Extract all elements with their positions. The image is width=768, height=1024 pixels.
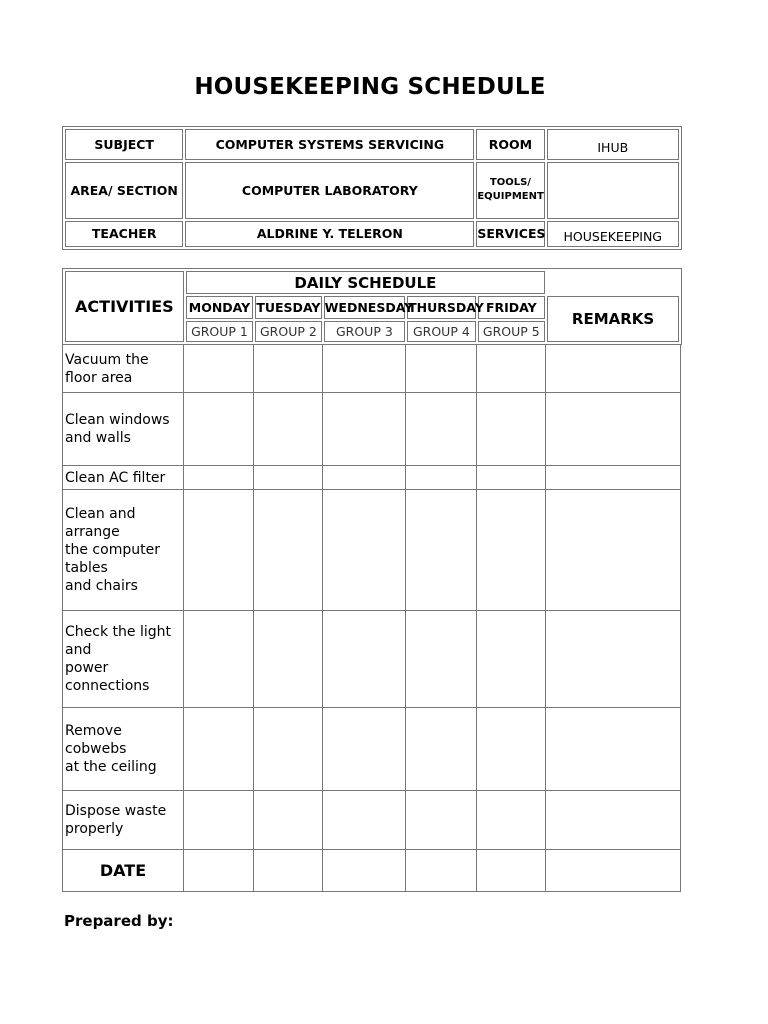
schedule-cell[interactable]: [477, 393, 546, 466]
schedule-cell[interactable]: [406, 611, 477, 708]
schedule-cell[interactable]: [184, 490, 254, 611]
services-label: SERVICES: [476, 221, 544, 247]
room-label: ROOM: [476, 129, 544, 160]
schedule-cell[interactable]: [184, 791, 254, 850]
group-label: GROUP 3: [324, 321, 406, 342]
day-header: TUESDAY: [255, 296, 321, 318]
area-label: AREA/ SECTION: [65, 162, 183, 219]
task-cell: Check the light and power connections: [63, 611, 184, 708]
task-cell: Vacuum the floor area: [63, 345, 184, 393]
task-cell: Dispose waste properly: [63, 791, 184, 850]
schedule-cell[interactable]: [323, 708, 406, 791]
schedule-cell[interactable]: [184, 708, 254, 791]
schedule-cell[interactable]: [254, 393, 323, 466]
schedule-cell[interactable]: [323, 490, 406, 611]
date-cell[interactable]: [184, 850, 254, 892]
schedule-cell[interactable]: [323, 611, 406, 708]
table-row: [63, 791, 681, 850]
room-value: IHUB: [547, 129, 679, 160]
remarks-cell[interactable]: [546, 611, 681, 708]
services-value: HOUSEKEEPING: [547, 221, 679, 247]
prepared-by-label: Prepared by:: [64, 912, 174, 930]
schedule-cell[interactable]: [254, 791, 323, 850]
area-value: COMPUTER LABORATORY: [185, 162, 474, 219]
schedule-cell[interactable]: [477, 466, 546, 490]
activities-header: ACTIVITIES: [65, 271, 184, 342]
remarks-cell[interactable]: [546, 708, 681, 791]
teacher-label: TEACHER: [65, 221, 183, 247]
schedule-cell[interactable]: [184, 393, 254, 466]
group-label: GROUP 4: [407, 321, 475, 342]
day-header: MONDAY: [186, 296, 253, 318]
table-row: [63, 393, 681, 466]
tools-label: TOOLS/ EQUIPMENT: [476, 162, 544, 219]
remarks-cell[interactable]: [546, 345, 681, 393]
date-cell[interactable]: [546, 850, 681, 892]
schedule-cell[interactable]: [254, 708, 323, 791]
remarks-cell[interactable]: [546, 393, 681, 466]
schedule-cell[interactable]: [477, 490, 546, 611]
group-label: GROUP 2: [255, 321, 321, 342]
remarks-cell[interactable]: [546, 466, 681, 490]
remarks-header: REMARKS: [547, 296, 679, 342]
info-table: [62, 126, 682, 250]
document-title: HOUSEKEEPING SCHEDULE: [194, 74, 546, 100]
schedule-cell[interactable]: [254, 490, 323, 611]
day-header: THURSDAY: [407, 296, 475, 318]
date-cell[interactable]: [477, 850, 546, 892]
schedule-cell[interactable]: [477, 611, 546, 708]
table-row: [63, 850, 681, 892]
schedule-cell[interactable]: [406, 466, 477, 490]
schedule-cell[interactable]: [184, 611, 254, 708]
remarks-cell[interactable]: [546, 791, 681, 850]
day-header: WEDNESDAY: [324, 296, 406, 318]
table-row: [63, 708, 681, 791]
day-header: FRIDAY: [478, 296, 546, 318]
schedule-cell[interactable]: [254, 345, 323, 393]
subject-label: SUBJECT: [65, 129, 183, 160]
remarks-cell[interactable]: [546, 490, 681, 611]
subject-value: COMPUTER SYSTEMS SERVICING: [185, 129, 474, 160]
schedule-cell[interactable]: [406, 791, 477, 850]
activities-grid: [62, 344, 681, 892]
table-row: [63, 490, 681, 611]
schedule-cell[interactable]: [323, 345, 406, 393]
schedule-cell[interactable]: [477, 708, 546, 791]
schedule-cell[interactable]: [477, 791, 546, 850]
tools-value: [547, 162, 679, 219]
task-cell: Clean AC filter: [63, 466, 184, 490]
schedule-cell[interactable]: [254, 611, 323, 708]
task-cell: Clean windows and walls: [63, 393, 184, 466]
schedule-cell[interactable]: [406, 708, 477, 791]
schedule-cell[interactable]: [254, 466, 323, 490]
schedule-cell[interactable]: [406, 345, 477, 393]
schedule-cell[interactable]: [184, 345, 254, 393]
group-label: GROUP 5: [478, 321, 546, 342]
date-cell[interactable]: [406, 850, 477, 892]
date-cell[interactable]: [254, 850, 323, 892]
schedule-header: [62, 268, 682, 345]
date-label: DATE: [63, 850, 184, 892]
table-row: [63, 611, 681, 708]
table-row: [63, 345, 681, 393]
task-cell: Remove cobwebs at the ceiling: [63, 708, 184, 791]
schedule-cell[interactable]: [323, 791, 406, 850]
group-label: GROUP 1: [186, 321, 253, 342]
date-cell[interactable]: [323, 850, 406, 892]
schedule-cell[interactable]: [477, 345, 546, 393]
schedule-cell[interactable]: [184, 466, 254, 490]
schedule-cell[interactable]: [406, 490, 477, 611]
daily-schedule-header: DAILY SCHEDULE: [186, 271, 545, 294]
task-cell: Clean and arrange the computer tables and chairs: [63, 490, 184, 611]
schedule-cell[interactable]: [406, 393, 477, 466]
table-row: [63, 466, 681, 490]
schedule-cell[interactable]: [323, 466, 406, 490]
schedule-cell[interactable]: [323, 393, 406, 466]
teacher-value: ALDRINE Y. TELERON: [185, 221, 474, 247]
